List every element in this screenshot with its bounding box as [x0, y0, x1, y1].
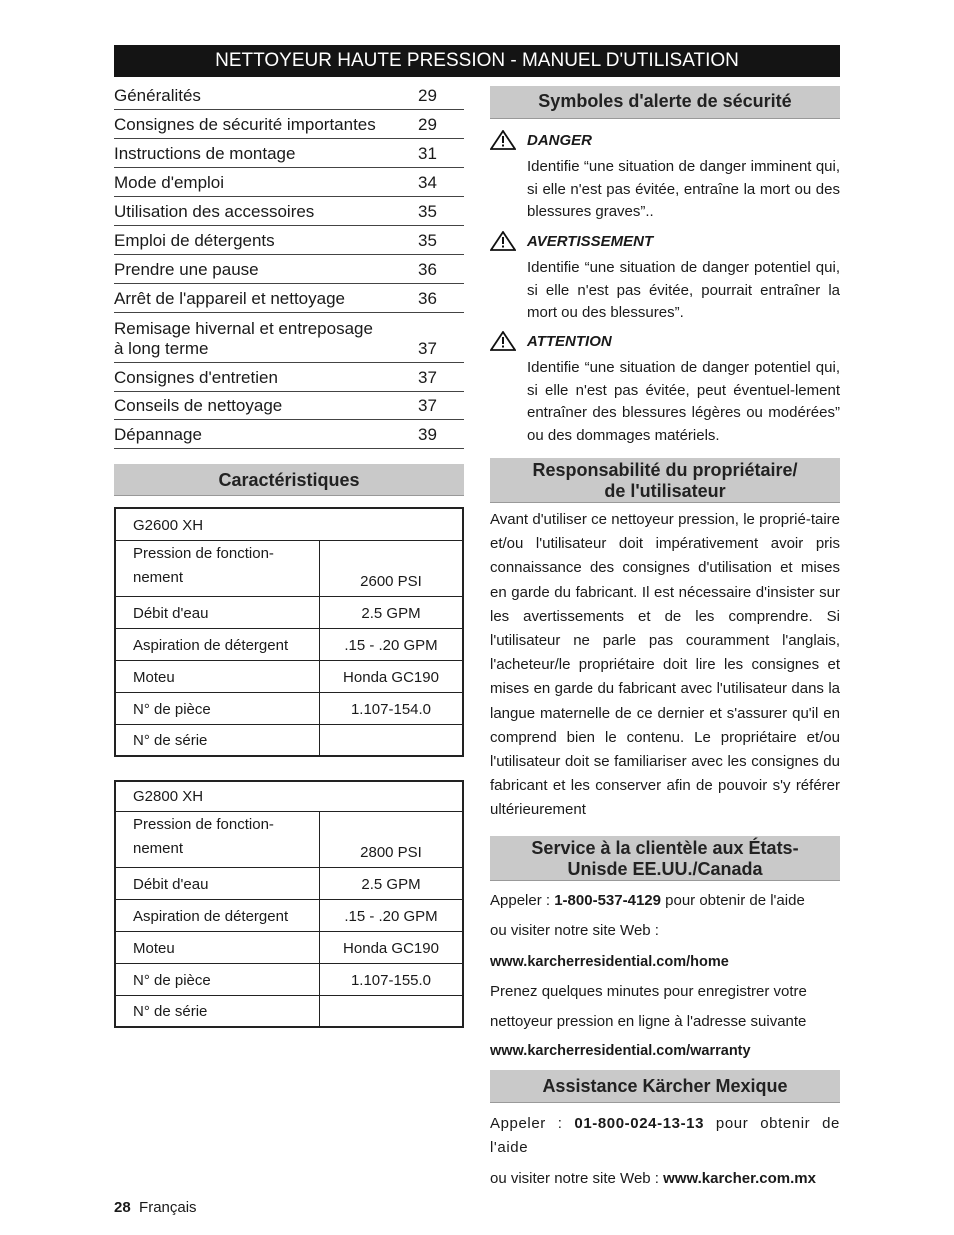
spec-value	[320, 995, 464, 1027]
page-header	[114, 45, 840, 77]
warning-text: Identifie “une situation de danger imminent qui, si elle n'est pas évitée, entraîne la mort ou des blessures graves”..	[527, 158, 840, 220]
toc-row	[114, 197, 464, 226]
spec-label: N° de série	[115, 724, 320, 756]
footer-language: Français	[139, 1199, 197, 1216]
warning-label: AVERTISSEMENT	[527, 232, 654, 250]
toc-page: 29	[418, 86, 437, 105]
mexico-phone: 01-800-024-13-13	[574, 1115, 705, 1132]
spec-label: N° de pièce	[115, 692, 320, 724]
toc-row	[114, 110, 464, 139]
toc-row	[114, 392, 464, 420]
toc-row	[114, 139, 464, 168]
mexico-call: Appeler : 01-800-024-13-13 pour obtenir de l'aide	[490, 1115, 840, 1156]
spec-label: Aspiration de détergent	[115, 899, 320, 931]
toc-title: Mode d'emploi	[114, 173, 225, 192]
spec-table-g2600	[114, 507, 464, 757]
toc-page: 36	[418, 260, 437, 279]
link-karcher-mx[interactable]: www.karcher.com.mx	[663, 1170, 816, 1187]
spec-label: Débit d'eau	[115, 867, 320, 899]
toc-title: Utilisation des accessoires	[114, 202, 315, 221]
toc-title: Instructions de montage	[114, 144, 296, 163]
spec-value: .15 - .20 GPM	[320, 899, 464, 931]
warning-text: Identifie “une situation de danger potentiel qui, si elle n'est pas évitée, peut éventuel-lement entraîner des blessures légères ou modérées” ou des dommages matériels.	[527, 359, 840, 444]
warning-attention	[490, 331, 840, 447]
toc-title: Prendre une pause	[114, 260, 259, 279]
spec-value: 1.107-154.0	[320, 692, 464, 724]
spec-table-g2800	[114, 780, 464, 1028]
toc-title: Dépannage	[114, 425, 202, 444]
toc-page: 31	[418, 144, 437, 163]
toc-row	[114, 226, 464, 255]
spec-value	[320, 724, 464, 756]
toc-row	[114, 363, 464, 392]
toc-row	[114, 284, 464, 313]
model-name: G2800 XH	[115, 781, 463, 811]
service-us-heading-line2: Unisde EE.UU./Canada	[567, 859, 763, 879]
spec-label: N° de série	[115, 995, 320, 1027]
mexico-web: ou visiter notre site Web : www.karcher.com.mx	[490, 1170, 816, 1187]
warning-triangle-icon	[490, 331, 516, 351]
toc-page: 37	[418, 396, 437, 415]
responsibility-text: Avant d'utiliser ce nettoyeur pression, le proprié-taire et/ou l'utilisateur doit impérativement avoir pris connaissance des consignes d'utilisation et mises en garde du fabricant. Il est nécessaire d'insister sur les avertissements et de les comprendre. Si l'utilisateur ne parle pas couramment l'anglais, l'acheteur/le propriétaire doit lire les consignes et mises en garde du fabricant avec l'utilisateur dans la langue maternelle de ce dernier et s'assurer qu'il en comprend bien le contenu. Le propriétaire et/ou l'utilisateur doit se familiariser avec les consignes du fabricant et les conserver afin de pouvoir s'y référer ultérieurement	[490, 511, 840, 819]
specs-heading-text: Caractéristiques	[218, 470, 360, 490]
page-number: 28	[114, 1199, 131, 1216]
toc-title: Consignes de sécurité importantes	[114, 115, 376, 134]
service-us-call: Appeler : 1-800-537-4129 pour obtenir de l'aide	[490, 892, 805, 909]
toc-page: 29	[418, 115, 437, 134]
toc-page: 34	[418, 173, 437, 192]
toc-title: Emploi de détergents	[114, 231, 275, 250]
mexico-heading-text: Assistance Kärcher Mexique	[542, 1076, 788, 1096]
warning-triangle-icon	[490, 231, 516, 251]
spec-value: 2.5 GPM	[320, 596, 464, 628]
warning-label: DANGER	[527, 131, 593, 149]
spec-label: Moteu	[115, 660, 320, 692]
spec-label: N° de pièce	[115, 963, 320, 995]
toc-page: 36	[418, 289, 437, 308]
warning-title	[490, 231, 840, 251]
warning-title	[490, 331, 840, 351]
register-line-1: Prenez quelques minutes pour enregistrer votre	[490, 983, 807, 1000]
spec-value: 2800 PSI	[320, 811, 464, 867]
toc-page: 35	[418, 202, 437, 221]
spec-value: 1.107-155.0	[320, 963, 464, 995]
toc-title: Conseils de nettoyage	[114, 396, 283, 415]
spec-value: .15 - .20 GPM	[320, 628, 464, 660]
mexico-heading	[490, 1070, 840, 1103]
specs-heading	[114, 464, 464, 496]
spec-label: Pression de fonction- nement	[115, 811, 320, 867]
warning-label: ATTENTION	[527, 332, 612, 350]
toc-page: 35	[418, 231, 437, 250]
toc-title: Remisage hivernal et entreposage à long terme	[114, 319, 373, 358]
service-us-heading	[490, 836, 840, 881]
warning-avertissement	[490, 231, 840, 325]
warning-title	[490, 130, 840, 150]
header-title: NETTOYEUR HAUTE PRESSION - MANUEL D'UTILISATION	[215, 50, 739, 71]
toc-title: Arrêt de l'appareil et nettoyage	[114, 289, 346, 308]
toc-title: Généralités	[114, 86, 201, 105]
spec-value: Honda GC190	[320, 931, 464, 963]
register-line-2: nettoyeur pression en ligne à l'adresse suivante	[490, 1013, 807, 1030]
spec-value: 2600 PSI	[320, 540, 464, 596]
toc-row	[114, 313, 464, 363]
toc-row	[114, 81, 464, 110]
spec-value: 2.5 GPM	[320, 867, 464, 899]
spec-value: Honda GC190	[320, 660, 464, 692]
toc-page: 37	[418, 368, 437, 387]
spec-label: Aspiration de détergent	[115, 628, 320, 660]
toc-page: 39	[418, 425, 437, 444]
spec-label: Moteu	[115, 931, 320, 963]
page-footer	[114, 1199, 197, 1216]
model-name: G2600 XH	[115, 508, 463, 540]
responsibility-heading	[490, 458, 840, 503]
service-us-phone: 1-800-537-4129	[554, 892, 661, 909]
link-karcher-warranty[interactable]: www.karcherresidential.com/warranty	[490, 1043, 751, 1059]
warning-text: Identifie “une situation de danger potentiel qui, si elle n'est pas évitée, pourrait entraîner la mort ou des blessures”.	[527, 259, 840, 321]
service-us-heading-line1: Service à la clientèle aux États-	[531, 838, 799, 858]
toc-title: Consignes d'entretien	[114, 368, 278, 387]
warning-triangle-icon	[490, 130, 516, 150]
safety-heading-text: Symboles d'alerte de sécurité	[538, 91, 792, 111]
toc-page: 37	[418, 339, 437, 358]
service-us-web-intro: ou visiter notre site Web :	[490, 922, 659, 939]
spec-label: Pression de fonction- nement	[115, 540, 320, 596]
warning-danger	[490, 130, 840, 224]
toc-row	[114, 420, 464, 449]
responsibility-heading-line1: Responsabilité du propriétaire/	[532, 460, 798, 480]
table-of-contents	[114, 81, 464, 449]
responsibility-heading-line2: de l'utilisateur	[604, 481, 726, 501]
link-karcher-home[interactable]: www.karcherresidential.com/home	[490, 954, 729, 970]
toc-row	[114, 255, 464, 284]
toc-row	[114, 168, 464, 197]
spec-label: Débit d'eau	[115, 596, 320, 628]
safety-heading	[490, 86, 840, 119]
